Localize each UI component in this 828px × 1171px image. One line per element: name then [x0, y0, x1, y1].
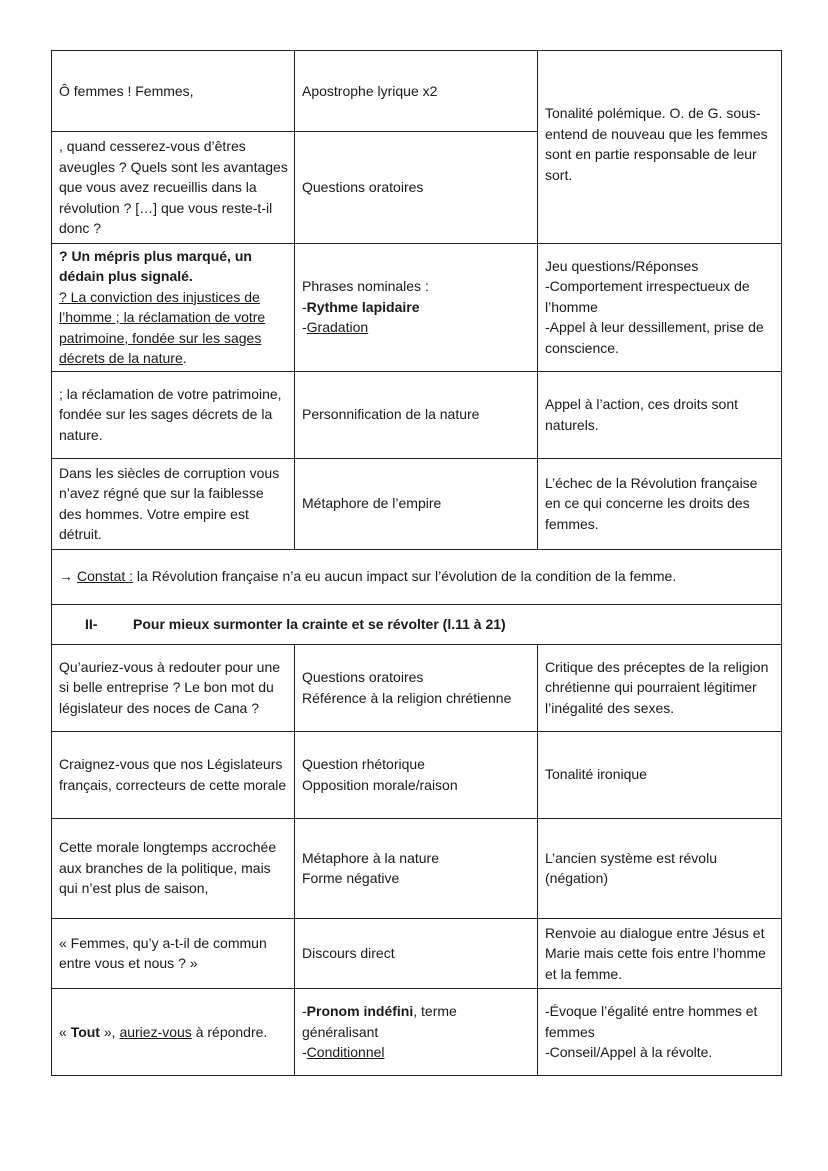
technique-cell: [295, 243, 538, 371]
interpretation-cell: [538, 918, 782, 989]
section-row: [52, 604, 782, 644]
technique-text: Apostrophe lyrique x2: [302, 82, 438, 99]
interpretation-cell: [538, 818, 782, 918]
technique-rest: , terme généralisant: [302, 1003, 457, 1040]
technique-cell: [295, 731, 538, 818]
technique-underlined: Gradation: [306, 319, 369, 336]
interpretation-cell: [538, 644, 782, 731]
quote-end: à répondre.: [191, 1023, 268, 1040]
technique-cell: [295, 989, 538, 1076]
section-heading: [52, 604, 782, 644]
technique-line: Référence à la religion chrétienne: [302, 689, 512, 706]
quote-bold-text: Tout: [70, 1023, 100, 1040]
table-row: [52, 989, 782, 1076]
interpretation-text: L’ancien système est révolu (négation): [545, 849, 717, 886]
technique-text: Questions oratoires: [302, 179, 424, 195]
technique-text: Métaphore de l’empire: [302, 495, 442, 512]
analysis-table: [51, 50, 782, 1076]
technique-cell: [295, 371, 538, 458]
technique-line: Question rhétorique: [302, 756, 425, 772]
table-row: [52, 458, 782, 549]
constat-row: [52, 549, 782, 604]
technique-line: [302, 1042, 531, 1063]
interpretation-cell: [538, 371, 782, 458]
quote-text: Dans les siècles de corruption vous n’avez régné que sur la faiblesse des hommes. Votre empire est détruit.: [59, 464, 280, 542]
interpretation-cell: [538, 243, 782, 371]
technique-text: Personnification de la nature: [302, 406, 480, 423]
technique-bold: Pronom indéfini: [306, 1003, 414, 1020]
interpretation-cell: [538, 731, 782, 818]
quote-cell: [52, 731, 295, 818]
dash: -: [302, 1003, 307, 1020]
technique-line: [302, 297, 531, 318]
quote-text: ; la réclamation de votre patrimoine, fondée sur les sages décrets de la nature.: [59, 385, 282, 443]
technique-line: Opposition morale/raison: [302, 776, 458, 793]
technique-cell: [295, 644, 538, 731]
constat-label: Constat :: [77, 568, 134, 585]
interpretation-text: Tonalité ironique: [545, 766, 647, 783]
table-row: [52, 731, 782, 818]
technique-bold: Rythme lapidaire: [306, 298, 420, 315]
technique-line: Questions oratoires: [302, 669, 424, 685]
interpretation-line: -Évoque l’égalité entre hommes et femmes: [545, 1003, 758, 1040]
technique-line: [302, 317, 531, 338]
quote-cell: [52, 989, 295, 1076]
quote-cell: [52, 371, 295, 458]
interpretation-line: -Comportement irrespectueux de l’homme: [545, 278, 750, 315]
interpretation-line: -Conseil/Appel à la révolte.: [545, 1044, 713, 1061]
interpretation-text: Critique des préceptes de la religion chrétienne qui pourraient légitimer l’inégalité des sexes.: [545, 658, 769, 716]
technique-line: Phrases nominales :: [302, 278, 429, 295]
quote-text: Craignez-vous que nos Législateurs français, correcteurs de cette morale: [59, 756, 287, 793]
quote-end: .: [182, 350, 187, 366]
interpretation-line: Jeu questions/Réponses: [545, 257, 699, 274]
technique-line: Forme négative: [302, 870, 400, 886]
quote-cell: [52, 243, 295, 371]
quote-close: »,: [99, 1023, 120, 1040]
quote-underlined-text: auriez-vous: [119, 1023, 192, 1040]
interpretation-cell: [538, 51, 782, 244]
dash: -: [302, 319, 307, 336]
interpretation-text: Renvoie au dialogue entre Jésus et Marie mais cette fois entre l’homme et la femme.: [545, 924, 766, 982]
quote-text: « Femmes, qu’y a-t-il de commun entre vous et nous ? »: [59, 934, 267, 972]
quote-cell: [52, 458, 295, 549]
quote-text: Ô femmes ! Femmes,: [59, 82, 194, 99]
arrow-icon: →: [59, 568, 73, 585]
interpretation-cell: [538, 458, 782, 549]
interpretation-line: -Appel à leur dessillement, prise de conscience.: [545, 319, 764, 356]
dash: -: [302, 298, 307, 315]
quote-cell: [52, 644, 295, 731]
technique-underlined: Conditionnel: [306, 1044, 385, 1061]
constat-text: la Révolution française n’a eu aucun impact sur l’évolution de la condition de la femme.: [133, 568, 677, 585]
quote-cell: [52, 51, 295, 132]
interpretation-text: Appel à l’action, ces droits sont naturels.: [545, 396, 738, 433]
quote-text: Cette morale longtemps accrochée aux branches de la politique, mais qui n’est plus de saison,: [59, 839, 277, 897]
table-row: [52, 51, 782, 132]
table-row: [52, 644, 782, 731]
technique-cell: [295, 918, 538, 989]
section-number: II-: [85, 615, 98, 632]
quote-cell: [52, 818, 295, 918]
quote-open: «: [59, 1023, 71, 1040]
quote-text: Qu’auriez-vous à redouter pour une si belle entreprise ? Le bon mot du législateur des noces de Cana ?: [59, 658, 281, 716]
table-row: [52, 243, 782, 371]
interpretation-text: L’échec de la Révolution française en ce qui concerne les droits des femmes.: [545, 474, 758, 532]
technique-cell: [295, 458, 538, 549]
quote-bold-text: ? Un mépris plus marqué, un dédain plus signalé.: [59, 247, 252, 284]
quote-underlined-text: ? La conviction des injustices de l’homme ; la réclamation de votre patrimoine, fondée sur les sages décrets de la nature: [59, 288, 266, 366]
technique-line: [302, 1001, 531, 1042]
table-row: [52, 818, 782, 918]
quote-text: , quand cesserez-vous d’êtres aveugles ? Quels sont les avantages que vous avez recueillis dans la révolution ? […] que vous reste-t-il donc ?: [59, 138, 288, 236]
quote-cell: [52, 132, 295, 244]
constat-cell: [52, 549, 782, 604]
technique-line: Métaphore à la nature: [302, 849, 439, 866]
table-row: [52, 918, 782, 989]
technique-cell: [295, 51, 538, 132]
table-row: [52, 371, 782, 458]
quote-cell: [52, 918, 295, 989]
technique-text: Discours direct: [302, 945, 395, 961]
interpretation-text: Tonalité polémique. O. de G. sous-entend de nouveau que les femmes sont en partie responsable de leur sort.: [545, 105, 768, 183]
technique-cell: [295, 818, 538, 918]
interpretation-cell: [538, 989, 782, 1076]
section-title: Pour mieux surmonter la crainte et se révolter (l.11 à 21): [133, 615, 506, 632]
technique-cell: [295, 132, 538, 244]
dash: -: [302, 1044, 307, 1061]
